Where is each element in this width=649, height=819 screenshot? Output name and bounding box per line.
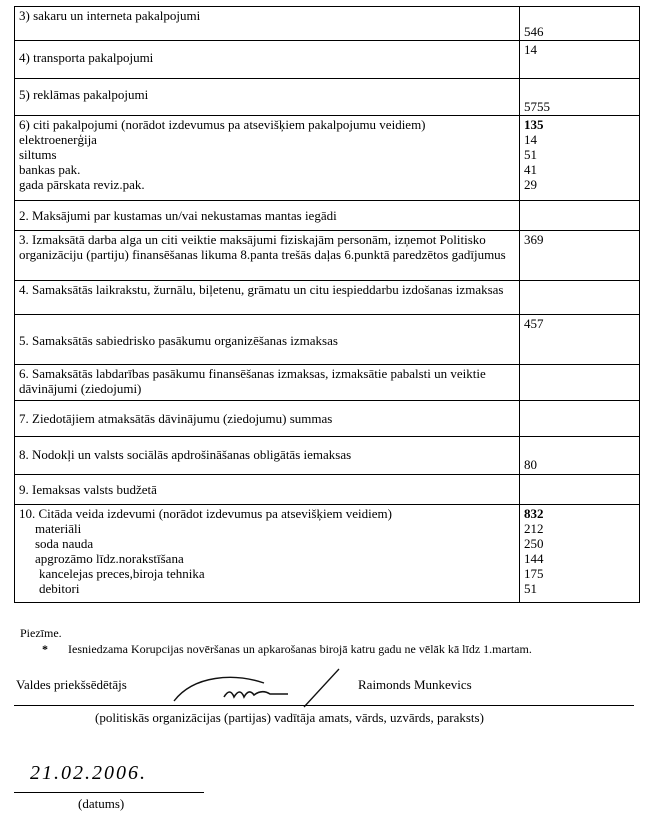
sub-item-value: 51 [524,581,537,596]
table-row [15,475,640,505]
signature-name: Raimonds Munkevics [358,677,472,692]
row-label [15,505,520,603]
row-value [520,437,640,475]
signature-caption: (politiskās organizācijas (partijas) vadītāja amats, vārds, uzvārds, paraksts) [95,710,484,725]
handwritten-date: 21.02.2006. [30,762,147,784]
row-label [15,437,520,475]
row-value: 5755 [520,79,640,116]
table-row [15,79,640,116]
row-label [15,315,520,365]
row-value [520,281,640,315]
signature-role: Valdes priekšsēdētājs [16,677,127,692]
row-total: 832 [524,506,544,521]
row-value [520,401,640,437]
row-value [520,116,640,201]
signature-line [14,705,634,706]
row-label [15,79,520,116]
row-label [15,41,520,79]
footnote-text: Iesniedzama Korupcijas novēršanas un apkarošanas birojā katru gadu ne vēlāk kā līdz 1.martam. [68,642,532,656]
row-label: 3) sakaru un interneta pakalpojumi [15,7,520,41]
sub-item-label: kancelejas preces,biroja tehnika [39,566,205,581]
row-label [15,201,520,231]
row-label-text: 8. Nodokļi un valsts sociālās apdrošināšanas obligātās iemaksas [19,447,352,462]
row-label: 6. Samaksātās labdarības pasākumu finansēšanas izmaksas, izmaksātie pabalsti un veiktie dāvinājumi (ziedojumi) [15,365,520,401]
row-value: 369 [520,231,640,281]
row-label [15,475,520,505]
row-label-text: 4) transporta pakalpojumi [19,50,154,65]
row-label: 4. Samaksātās laikrakstu, žurnālu, biļetenu, grāmatu un citu iespieddarbu izdošanas izmaksas [15,281,520,315]
footnote [20,626,532,656]
sub-item-label: materiāli [35,521,82,536]
sub-item-label: siltums [19,147,57,162]
sub-item-label: gada pārskata reviz.pak. [19,177,145,192]
table-row [15,201,640,231]
row-value [520,475,640,505]
table-row [15,7,640,41]
table-row [15,505,640,603]
footnote-star: * [42,642,48,656]
row-value: 457 [520,315,640,365]
row-label: 3. Izmaksātā darba alga un citi veiktie maksājumi fiziskajām personām, izņemot Politisko organizāciju (partiju) finansēšanas likuma 8.panta trešās daļas 6.punktā paredzētos gadījumus [15,231,520,281]
row-label [15,116,520,201]
row-label-text: 5. Samaksātās sabiedrisko pasākumu organizēšanas izmaksas [19,333,338,348]
row-value [520,505,640,603]
row-label [15,401,520,437]
expenses-table [14,6,640,603]
table-row [15,401,640,437]
sub-item-value: 51 [524,147,537,162]
sub-item-value: 29 [524,177,537,192]
row-value [520,365,640,401]
row-value: 546 [520,7,640,41]
row-label-text: 2. Maksājumi par kustamas un/vai nekustamas mantas iegādi [19,208,337,223]
table-row [15,281,640,315]
sub-item-value: 144 [524,551,544,566]
sub-item-label: apgrozāmo līdz.norakstīšana [35,551,184,566]
table-row [15,231,640,281]
row-label-text: 6) citi pakalpojumi (norādot izdevumus pa atsevišķiem pakalpojumu veidiem) [19,117,426,132]
date-line [14,792,204,793]
footnote-title: Piezīme. [20,626,62,640]
table-row [15,437,640,475]
sub-item-value: 41 [524,162,537,177]
row-value [520,201,640,231]
row-label-text: 10. Citāda veida izdevumi (norādot izdevumus pa atsevišķiem veidiem) [19,506,392,521]
row-label-text: 9. Iemaksas valsts budžetā [19,482,157,497]
sub-item-label: bankas pak. [19,162,81,177]
sub-item-value: 175 [524,566,544,581]
row-value: 14 [520,41,640,79]
sub-item-label: soda nauda [35,536,94,551]
table-row [15,365,640,401]
row-label-text: 7. Ziedotājiem atmaksātās dāvinājumu (ziedojumu) summas [19,411,333,426]
row-label-text: 5) reklāmas pakalpojumi [19,87,149,102]
row-value-text: 80 [524,457,537,472]
date-caption: (datums) [78,796,125,811]
table-row [15,315,640,365]
row-total: 135 [524,117,544,132]
sub-item-value: 250 [524,536,544,551]
sub-item-value: 14 [524,132,537,147]
sub-item-value: 212 [524,521,544,536]
sub-item-label: elektroenerģija [19,132,97,147]
sub-item-label: debitori [39,581,80,596]
table-row [15,41,640,79]
table-row [15,116,640,201]
